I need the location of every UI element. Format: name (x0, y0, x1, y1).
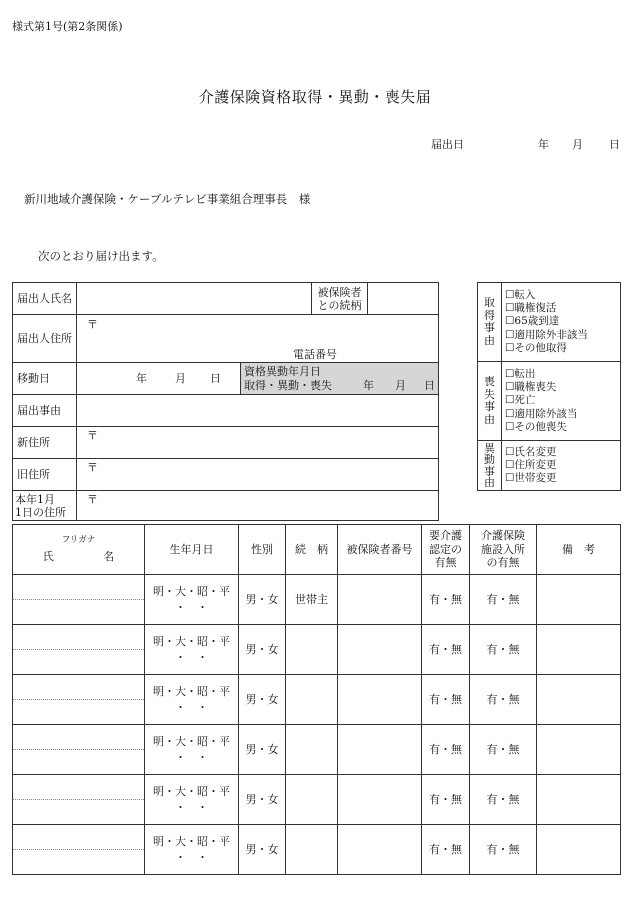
reason-label: 届出事由 (13, 395, 77, 427)
checkbox-other-loss[interactable]: ☐その他喪失 (505, 420, 567, 433)
name-field[interactable] (13, 800, 144, 824)
jan1-address-field[interactable] (77, 491, 439, 521)
date-separators: ・ ・ (175, 751, 208, 764)
change-date-field[interactable] (241, 363, 439, 395)
relation-cell[interactable]: 世帯主 (286, 575, 338, 625)
checkbox-exemption-not-applicable[interactable]: ☐適用除外非該当 (505, 328, 588, 341)
applicant-name-label: 届出人氏名 (13, 283, 77, 315)
remarks-cell[interactable] (537, 725, 621, 775)
checkbox-official-loss[interactable]: ☐職権喪失 (505, 381, 557, 394)
birthdate-cell[interactable] (145, 625, 239, 675)
move-date-field[interactable] (77, 363, 241, 395)
move-date-year: 年 (136, 372, 147, 385)
date-separators: ・ ・ (175, 801, 208, 814)
change-date-year: 年 (363, 379, 374, 392)
checkbox-other-acquire[interactable]: ☐その他取得 (505, 341, 567, 354)
loss-reason-label: 喪失事由 (478, 362, 502, 441)
furigana-field[interactable] (13, 576, 144, 600)
applicant-address-field[interactable] (77, 315, 439, 363)
new-address-label: 新住所 (13, 427, 77, 459)
checkbox-name-change[interactable]: ☐氏名変更 (505, 445, 557, 458)
member-name-cell[interactable] (13, 625, 145, 675)
checkbox-exemption-applicable[interactable]: ☐適用除外該当 (505, 407, 578, 420)
birthdate-cell[interactable] (145, 675, 239, 725)
form-number: 様式第1号(第2条関係) (12, 20, 123, 33)
checkbox-household-change[interactable]: ☐世帯変更 (505, 472, 557, 485)
member-name-cell[interactable] (13, 575, 145, 625)
name-field[interactable] (13, 700, 144, 724)
member-name-cell[interactable] (13, 775, 145, 825)
applicant-address-label: 届出人住所 (13, 315, 77, 363)
applicant-table (12, 282, 439, 521)
postal-mark: 〒 (87, 493, 98, 506)
furigana-field[interactable] (13, 676, 144, 700)
facility-cell[interactable]: 有・無 (470, 825, 537, 875)
furigana-field[interactable] (13, 826, 144, 850)
relation-cell[interactable] (286, 825, 338, 875)
relation-cell[interactable] (286, 675, 338, 725)
reason-checkbox-table (477, 282, 621, 491)
insured-number-cell[interactable] (338, 775, 422, 825)
relation-field[interactable] (368, 283, 439, 315)
table-row (13, 775, 621, 825)
table-row (13, 625, 621, 675)
submission-date-label: 届出日 (431, 138, 464, 151)
table-row (13, 575, 621, 625)
postal-mark: 〒 (87, 429, 98, 442)
gender-header: 性別 (239, 525, 286, 575)
gender-cell[interactable]: 男・女 (239, 625, 286, 675)
table-row (13, 675, 621, 725)
relation-header: 続 柄 (286, 525, 338, 575)
old-address-field[interactable] (77, 459, 439, 491)
name-field[interactable] (13, 650, 144, 674)
change-type-label: 取得・異動・喪失 (244, 379, 332, 392)
birthdate-cell[interactable] (145, 775, 239, 825)
change-date-month: 月 (395, 379, 406, 392)
date-separators: ・ ・ (175, 851, 208, 864)
member-name-cell[interactable] (13, 675, 145, 725)
table-row (13, 725, 621, 775)
page-title: 介護保険資格取得・異動・喪失届 (198, 88, 432, 106)
name-field[interactable] (13, 750, 144, 774)
remarks-cell[interactable] (537, 825, 621, 875)
date-separators: ・ ・ (175, 651, 208, 664)
furigana-field[interactable] (13, 626, 144, 650)
name-field[interactable] (13, 850, 144, 874)
addressee: 新川地域介護保険・ケーブルテレビ事業組合理事長 様 (24, 192, 311, 206)
remarks-cell[interactable] (537, 675, 621, 725)
relation-cell[interactable] (286, 625, 338, 675)
relation-label: 被保険者 との続柄 (312, 283, 368, 315)
date-separators: ・ ・ (175, 601, 208, 614)
remarks-cell[interactable] (537, 575, 621, 625)
era-options: 明・大・昭・平 (153, 835, 230, 848)
furigana-field[interactable] (13, 726, 144, 750)
remarks-cell[interactable] (537, 625, 621, 675)
care-certification-cell[interactable]: 有・無 (422, 675, 470, 725)
facility-cell[interactable]: 有・無 (470, 625, 537, 675)
postal-mark: 〒 (87, 318, 98, 331)
era-options: 明・大・昭・平 (153, 735, 230, 748)
submission-date-month: 月 (572, 138, 583, 151)
care-certification-header: 要介護 認定の 有無 (422, 525, 470, 575)
applicant-name-field[interactable] (77, 283, 312, 315)
new-address-field[interactable] (77, 427, 439, 459)
remarks-header: 備 考 (537, 525, 621, 575)
insured-number-header: 被保険者番号 (338, 525, 422, 575)
gender-cell[interactable]: 男・女 (239, 725, 286, 775)
name-header-family: 氏 (42, 550, 54, 563)
change-reason-label: 異動事由 (478, 441, 502, 491)
change-date-day: 日 (424, 379, 435, 392)
phone-label: 電話番号 (293, 348, 337, 361)
gender-cell[interactable]: 男・女 (239, 575, 286, 625)
member-name-cell[interactable] (13, 725, 145, 775)
furigana-header: フリガナ (61, 535, 96, 545)
table-row (13, 825, 621, 875)
checkbox-address-change[interactable]: ☐住所変更 (505, 458, 557, 471)
birthdate-cell[interactable] (145, 825, 239, 875)
insured-number-cell[interactable] (338, 825, 422, 875)
checkbox-age-65[interactable]: ☐65歳到達 (505, 315, 560, 328)
intro-text: 次のとおり届け出ます。 (38, 249, 164, 263)
checkbox-official-restore[interactable]: ☐職権復活 (505, 302, 557, 315)
birthdate-cell[interactable] (145, 575, 239, 625)
member-name-cell[interactable] (13, 825, 145, 875)
era-options: 明・大・昭・平 (153, 785, 230, 798)
checkbox-death[interactable]: ☐死亡 (505, 394, 536, 407)
acquire-reason-options (502, 283, 621, 362)
facility-cell[interactable]: 有・無 (470, 575, 537, 625)
relation-cell[interactable] (286, 725, 338, 775)
old-address-label: 旧住所 (13, 459, 77, 491)
furigana-field[interactable] (13, 776, 144, 800)
era-options: 明・大・昭・平 (153, 635, 230, 648)
checkbox-move-in[interactable]: ☐転入 (505, 288, 536, 301)
submission-date-year: 年 (538, 138, 549, 151)
birthdate-header: 生年月日 (145, 525, 239, 575)
reason-field[interactable] (77, 395, 439, 427)
change-date-label: 資格異動年月日 (244, 365, 321, 378)
move-date-month: 月 (175, 372, 186, 385)
care-certification-cell[interactable]: 有・無 (422, 775, 470, 825)
acquire-reason-label: 取得事由 (478, 283, 502, 362)
jan1-address-label: 本年1月 1日の住所 (13, 491, 77, 521)
name-field[interactable] (13, 600, 144, 624)
era-options: 明・大・昭・平 (153, 685, 230, 698)
gender-cell[interactable]: 男・女 (239, 825, 286, 875)
insured-number-cell[interactable] (338, 725, 422, 775)
birthdate-cell[interactable] (145, 725, 239, 775)
facility-cell[interactable]: 有・無 (470, 775, 537, 825)
insured-number-cell[interactable] (338, 575, 422, 625)
era-options: 明・大・昭・平 (153, 585, 230, 598)
change-reason-options (502, 441, 621, 491)
move-date-day: 日 (210, 372, 221, 385)
gender-cell[interactable]: 男・女 (239, 675, 286, 725)
facility-cell[interactable]: 有・無 (470, 675, 537, 725)
care-certification-cell[interactable]: 有・無 (422, 575, 470, 625)
postal-mark: 〒 (87, 461, 98, 474)
facility-header: 介護保険 施設入所 の有無 (470, 525, 537, 575)
name-header (13, 525, 145, 575)
move-date-label: 移動日 (13, 363, 77, 395)
name-header-given: 名 (103, 550, 115, 563)
insured-number-cell[interactable] (338, 625, 422, 675)
relation-cell[interactable] (286, 775, 338, 825)
submission-date-day: 日 (609, 138, 620, 151)
checkbox-move-out[interactable]: ☐転出 (505, 367, 536, 380)
care-certification-cell[interactable]: 有・無 (422, 825, 470, 875)
members-table (12, 524, 621, 875)
remarks-cell[interactable] (537, 775, 621, 825)
insured-number-cell[interactable] (338, 675, 422, 725)
date-separators: ・ ・ (175, 701, 208, 714)
loss-reason-options (502, 362, 621, 441)
care-certification-cell[interactable]: 有・無 (422, 625, 470, 675)
facility-cell[interactable]: 有・無 (470, 725, 537, 775)
care-certification-cell[interactable]: 有・無 (422, 725, 470, 775)
gender-cell[interactable]: 男・女 (239, 775, 286, 825)
